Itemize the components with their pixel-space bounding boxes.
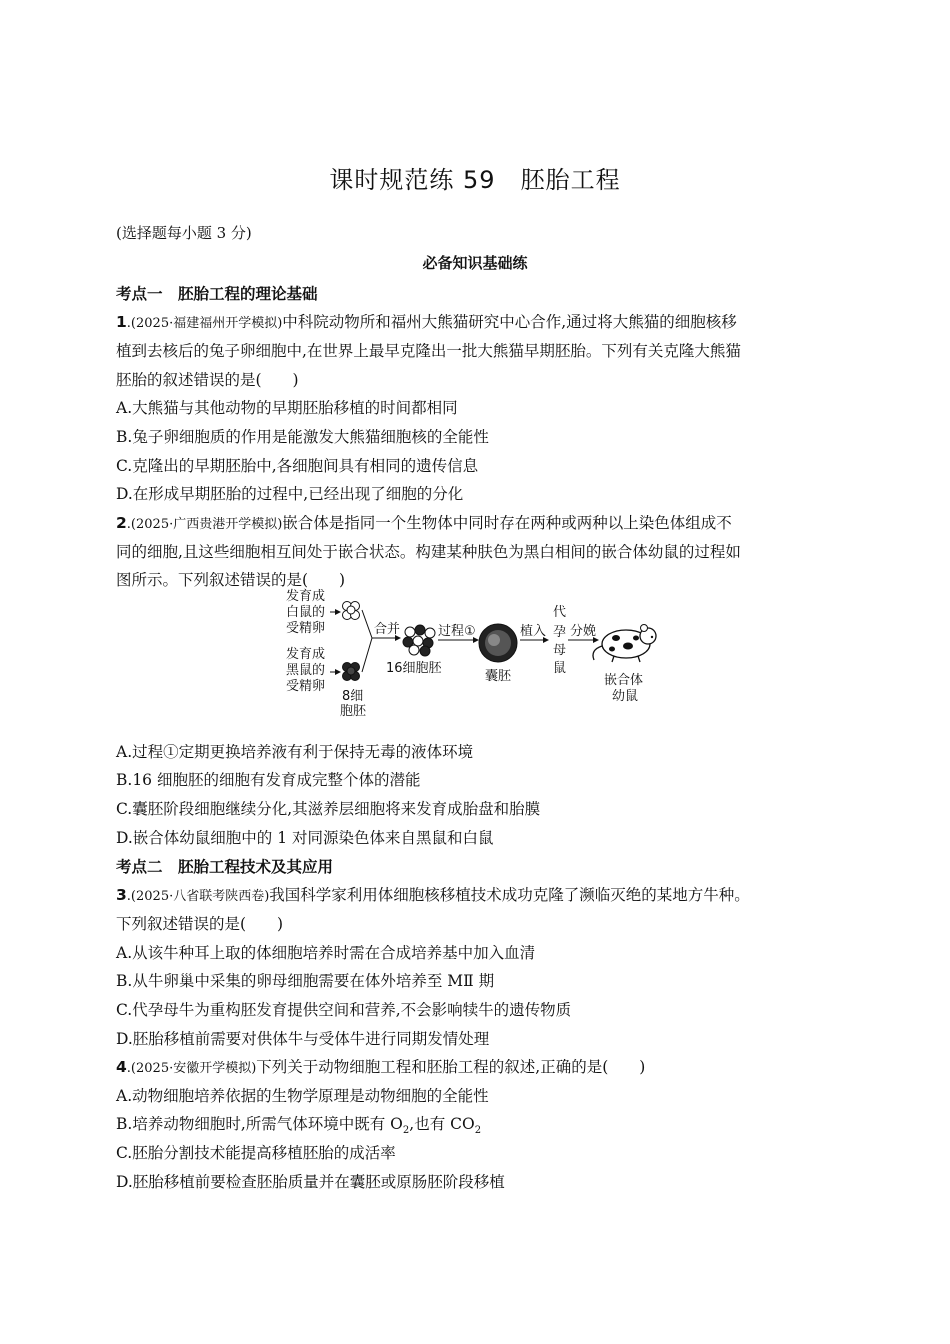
q4-stem-line-1	[116, 1055, 645, 1077]
section-heading: 必备知识基础练	[422, 254, 528, 272]
q4-option-b	[116, 1112, 481, 1136]
q4-option-b-text: B.培养动物细胞时,所需气体环境中既有 O	[116, 1115, 403, 1133]
q2-option-a: A.过程①定期更换培养液有利于保持无毒的液体环境	[116, 743, 474, 761]
q3-option-c: C.代孕母牛为重构胚发育提供空间和营养,不会影响犊牛的遗传物质	[116, 1001, 572, 1019]
birth-label: 分娩	[570, 624, 597, 639]
black-zygote-label-3: 受精卵	[286, 679, 326, 694]
co2-subscript: 2	[474, 1125, 482, 1137]
q2-option-c: C.囊胚阶段细胞继续分化,其滋养层细胞将来发育成胎盘和胎膜	[116, 800, 541, 818]
black-zygote-label-2: 黑鼠的	[286, 663, 326, 678]
q2-number: 2	[116, 514, 127, 532]
q4-text-1: 下列关于动物细胞工程和胚胎工程的叙述,正确的是( )	[256, 1058, 646, 1076]
merge-label: 合并	[374, 622, 401, 637]
q3-option-b: B.从牛卵巢中采集的卵母细胞需要在体外培养至 MⅡ 期	[116, 972, 495, 990]
q1-source: .(2025·福建福州开学模拟)	[126, 316, 283, 331]
white-8-cell-embryo-icon	[343, 602, 360, 620]
black-zygote-label-1: 发育成	[286, 647, 326, 662]
blastocyst-label: 囊胚	[485, 669, 512, 684]
q2-stem-line-1	[116, 511, 732, 533]
white-zygote-label-1: 发育成	[286, 589, 326, 604]
eight-cell-label-1: 8细	[342, 689, 364, 704]
q3-source: .(2025·八省联考陕西卷)	[126, 889, 270, 904]
q2-option-d: D.嵌合体幼鼠细胞中的 1 对同源染色体来自黑鼠和白鼠	[116, 829, 494, 847]
process-1-label: 过程①	[438, 624, 476, 639]
score-note: (选择题每小题 3 分)	[116, 224, 252, 242]
implant-label: 植入	[520, 624, 547, 639]
q1-option-b: B.兔子卵细胞质的作用是能激发大熊猫细胞核的全能性	[116, 428, 489, 446]
q3-stem-line-1	[116, 883, 750, 905]
q1-stem-line-1	[116, 310, 737, 332]
surrogate-label-3: 母	[553, 643, 567, 658]
q4-number: 4	[116, 1058, 127, 1076]
chimera-mouse-icon	[593, 625, 656, 663]
black-8-cell-embryo-icon	[343, 663, 360, 681]
q2-stem-line-2: 同的细胞,且这些细胞相互间处于嵌合状态。构建某种肤色为黑白相间的嵌合体幼鼠的过程如	[116, 543, 741, 561]
surrogate-label-4: 鼠	[553, 661, 567, 676]
q4-option-a: A.动物细胞培养依据的生物学原理是动物细胞的全能性	[116, 1087, 489, 1105]
q3-option-d: D.胚胎移植前需要对供体牛与受体牛进行同期发情处理	[116, 1030, 490, 1048]
q1-stem-line-2: 植到去核后的兔子卵细胞中,在世界上最早克隆出一批大熊猫早期胚胎。下列有关克隆大熊猫	[116, 342, 741, 360]
blastocyst-icon	[479, 624, 517, 662]
white-zygote-label-3: 受精卵	[286, 621, 326, 636]
q2-stem-line-3: 图所示。下列叙述错误的是( )	[116, 571, 346, 589]
white-zygote-label-2: 白鼠的	[286, 605, 326, 620]
eight-cell-label-2: 胞胚	[340, 704, 367, 719]
q1-text-1: 中科院动物所和福州大熊猫研究中心合作,通过将大熊猫的细胞核移	[282, 313, 737, 331]
q3-option-a: A.从该牛种耳上取的体细胞培养时需在合成培养基中加入血清	[116, 944, 536, 962]
q4-option-c: C.胚胎分割技术能提高移植胚胎的成活率	[116, 1144, 396, 1162]
chimera-label-2: 幼鼠	[612, 689, 639, 704]
kaodian-2-heading: 考点二 胚胎工程技术及其应用	[116, 858, 334, 876]
kaodian-1-heading: 考点一 胚胎工程的理论基础	[116, 285, 318, 303]
q2-text-1: 嵌合体是指同一个生物体中同时存在两种或两种以上染色体组成不	[282, 514, 732, 532]
q4-option-b-text-2: ,也有 CO	[409, 1115, 475, 1133]
q1-option-a: A.大熊猫与其他动物的早期胚胎移植的时间都相同	[116, 399, 458, 417]
q4-option-d: D.胚胎移植前要检查胚胎质量并在囊胚或原肠胚阶段移植	[116, 1173, 505, 1191]
q3-number: 3	[116, 886, 127, 904]
q2-option-b: B.16 细胞胚的细胞有发育成完整个体的潜能	[116, 771, 421, 789]
o2-subscript: 2	[402, 1125, 410, 1137]
q3-text-1: 我国科学家利用体细胞核移植技术成功克隆了濒临灭绝的某地方牛种。	[269, 886, 750, 904]
q4-source: .(2025·安徽开学模拟)	[126, 1061, 257, 1076]
surrogate-label-2: 孕	[553, 625, 567, 640]
q1-option-c: C.克隆出的早期胚胎中,各细胞间具有相同的遗传信息	[116, 457, 479, 475]
q2-source: .(2025·广西贵港开学模拟)	[126, 517, 283, 532]
q1-number: 1	[116, 313, 127, 331]
surrogate-label-1: 代	[553, 605, 567, 620]
page-title: 课时规范练 59 胚胎工程	[329, 166, 621, 194]
q3-stem-line-2: 下列叙述错误的是( )	[116, 915, 284, 933]
q1-stem-line-3: 胚胎的叙述错误的是( )	[116, 371, 299, 389]
chimera-label-1: 嵌合体	[604, 673, 644, 688]
sixteen-cell-embryo-icon	[403, 625, 435, 656]
chimera-process-diagram	[280, 588, 680, 720]
q1-option-d: D.在形成早期胚胎的过程中,已经出现了细胞的分化	[116, 485, 464, 503]
sixteen-cell-label: 16细胞胚	[386, 661, 442, 676]
